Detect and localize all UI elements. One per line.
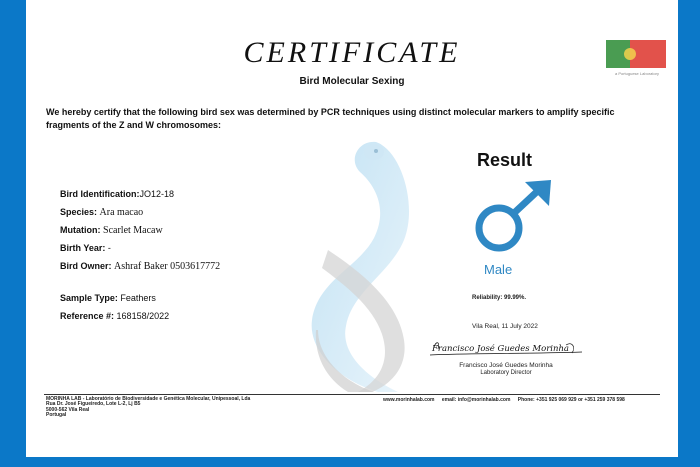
lab-postal: 5000-562 Vila Real [46, 406, 90, 413]
lab-address [46, 397, 250, 419]
sample-type-label: Sample Type: [60, 293, 118, 303]
sample-type-row [60, 289, 220, 307]
certificate-title: CERTIFICATE [243, 36, 461, 69]
portugal-flag-icon [606, 40, 666, 68]
lab-contacts [383, 397, 631, 403]
lab-name: MORINHA LAB - Laboratório de Biodiversidade e Genética Molecular, Unipessoal, Lda [46, 396, 251, 402]
reference-row [60, 307, 220, 325]
signature-text: Francisco José Guedes Morinha [432, 344, 569, 354]
lab-street: Rua Dr. José Figueiredo, Lote L-2, Lj B5 [46, 401, 141, 408]
reference-label: Reference #: [60, 311, 115, 321]
email-link[interactable]: email: info@morinhalab.com [441, 397, 511, 403]
bird-id-row [60, 185, 220, 203]
frame-bottom [0, 457, 700, 467]
certificate-subtitle: Bird Molecular Sexing [299, 76, 405, 87]
bird-details [60, 185, 220, 325]
bird-logo-watermark-icon [288, 130, 428, 400]
owner-value: Ashraf Baker 0503617772 [114, 261, 221, 272]
owner-label: Bird Owner: [60, 261, 112, 271]
owner-row [60, 257, 220, 275]
birth-year-label: Birth Year: [60, 243, 106, 253]
lab-country: Portugal [46, 412, 67, 419]
website-link[interactable]: www.morinhalab.com [383, 397, 435, 403]
certificate-sheet [26, 0, 678, 457]
result-heading: Result [477, 150, 533, 170]
birth-year-row [60, 239, 220, 257]
result-sex: Male [484, 262, 513, 277]
mutation-label: Mutation: [60, 225, 101, 235]
place-date: Vila Real, 11 July 2022 [472, 323, 538, 330]
certification-statement: We hereby certify that the following bird sex was determined by PCR techniques using distinct molecular markers to amplify specific fragments of the Z and W chromosomes: [46, 107, 615, 130]
director-role: Laboratory Director [480, 370, 532, 376]
frame-left [0, 0, 28, 467]
bird-id-value: JO12-18 [139, 189, 175, 199]
species-label: Species: [60, 207, 98, 217]
bird-id-label: Bird Identification: [60, 189, 140, 199]
footer-divider [44, 394, 660, 395]
male-symbol-icon [467, 180, 557, 260]
director-name: Francisco José Guedes Morinha [459, 362, 553, 369]
mutation-row [60, 221, 220, 239]
mutation-value: Scarlet Macaw [103, 225, 163, 236]
phone-numbers: Phone: +351 925 069 929 or +351 259 378 598 [517, 397, 625, 403]
haraj-watermark: حراج [556, 438, 595, 457]
reliability: Reliability: 99.99%. [472, 295, 527, 301]
sample-type-value: Feathers [120, 293, 156, 303]
reference-value: 168158/2022 [116, 311, 170, 321]
species-row [60, 203, 220, 221]
species-value: Ara macao [99, 207, 144, 218]
birth-year-value: - [107, 243, 111, 253]
flag-caption: a Portuguese Laboratory [614, 71, 660, 76]
director-signature [426, 335, 586, 360]
